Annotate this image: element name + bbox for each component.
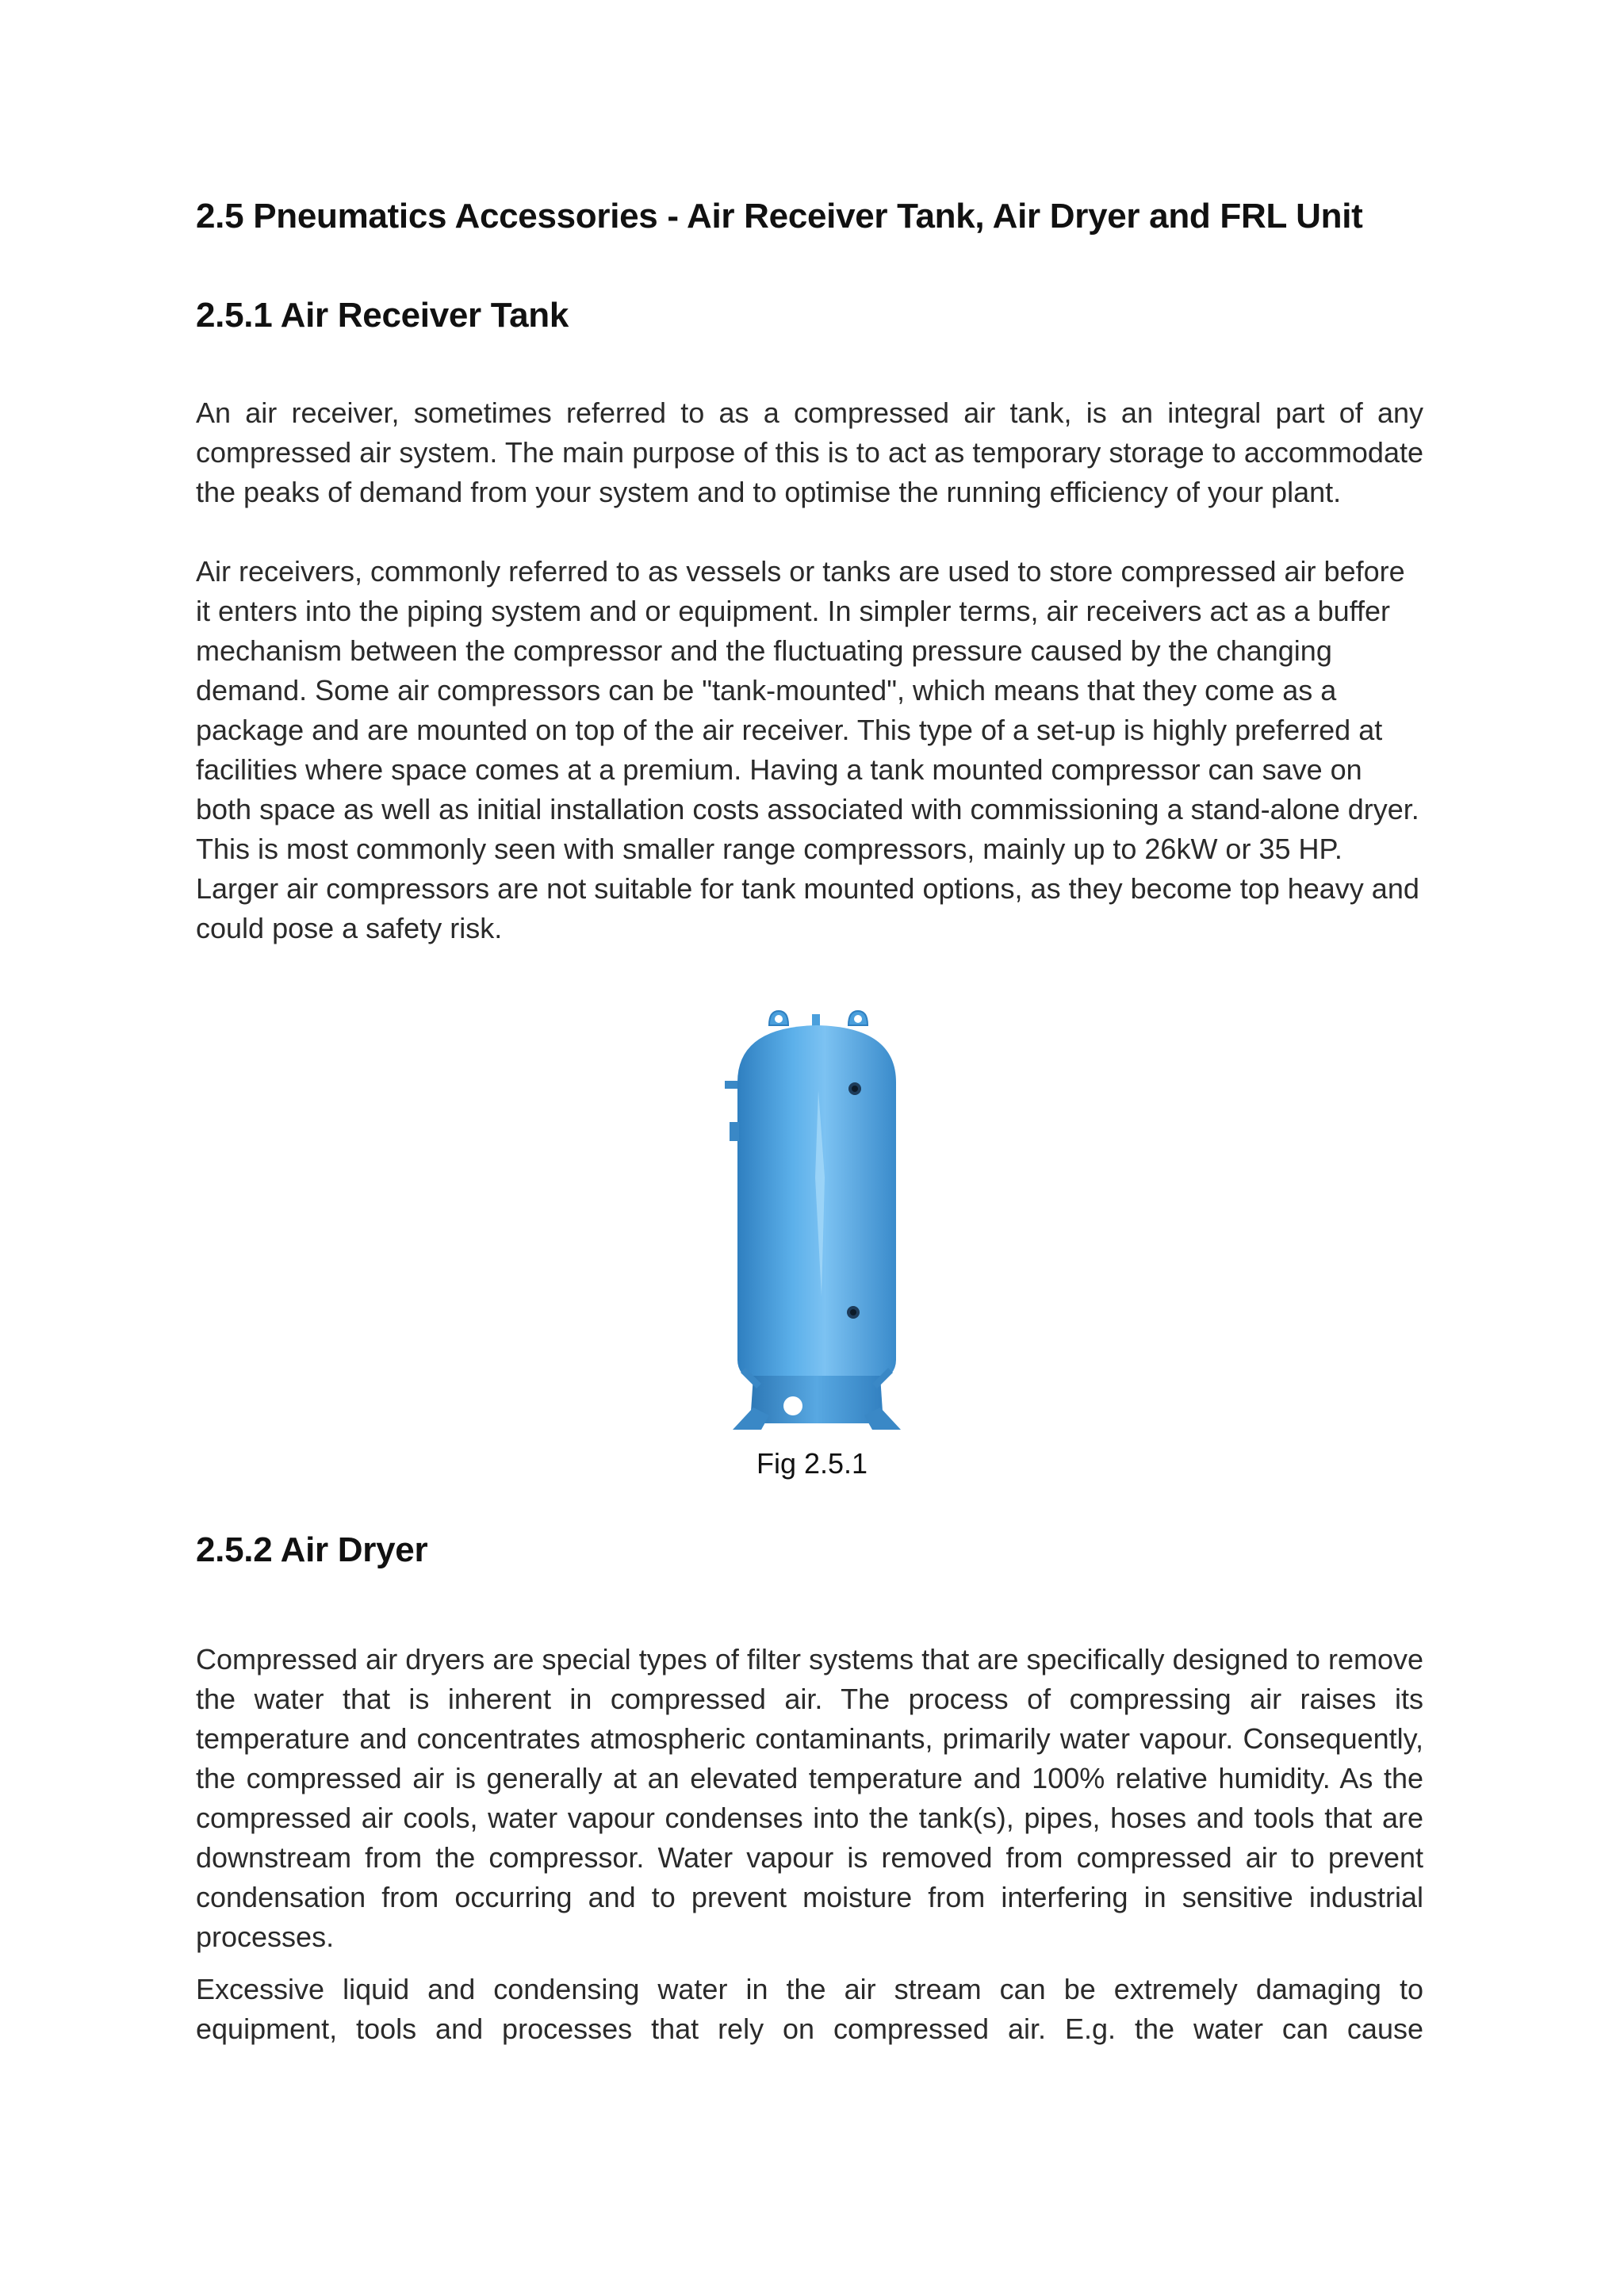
paragraph-air-receiver-intro: An air receiver, sometimes referred to as a compressed air tank, is an integral part of any compressed air system. The main purpose of this is to act as temporary storage to accommodate the peaks of demand from your system and to optimise the running efficiency of your plant. — [196, 396, 1423, 508]
air-receiver-tank-figure — [714, 995, 920, 1439]
section-title-air-dryer: 2.5.2 Air Dryer — [196, 1530, 428, 1569]
paragraph-air-dryer-continued: Excessive liquid and condensing water in the air stream can be extremely damaging to equipment, tools and processes that rely on compressed air. E.g. the water can cause — [196, 1973, 1423, 2045]
air-receiver-tank-image — [714, 995, 920, 1439]
section-title-air-receiver-tank: 2.5.1 Air Receiver Tank — [196, 296, 569, 335]
page-title: 2.5 Pneumatics Accessories - Air Receiver Tank, Air Dryer and FRL Unit — [196, 197, 1363, 236]
figure-caption: Fig 2.5.1 — [756, 1447, 868, 1480]
paragraph-air-receiver-details: Air receivers, commonly referred to as vessels or tanks are used to store compressed air before it enters into the piping system and or equipment. In simpler terms, air receivers act as a buffer mechanism between the compressor and the fluctuating pressure caused by the changing demand. Some air compressors can be "tank-mounted", which means that they come as a package and are mounted on top of the air receiver. This type of a set-up is highly preferred at facilities where space comes at a premium. Having a tank mounted compressor can save on both space as well as initial installation costs associated with commissioning a stand-alone dryer. This is most commonly seen with smaller range compressors, mainly up to 26kW or 35 HP. Larger air compressors are not suitable for tank mounted options, as they become top heavy and could pose a safety risk. — [196, 555, 1419, 944]
paragraph-air-dryer-intro: Compressed air dryers are special types of filter systems that are specifically designed to remove the water that is inherent in compressed air. The process of compressing air raises its temperature and concentrates atmospheric contaminants, primarily water vapour. Consequently, the compressed air is generally at an elevated temperature and 100% relative humidity. As the compressed air cools, water vapour condenses into the tank(s), pipes, hoses and tools that are downstream from the compressor. Water vapour is removed from compressed air to prevent condensation from occurring and to prevent moisture from interfering in sensitive industrial processes. — [196, 1643, 1423, 1953]
